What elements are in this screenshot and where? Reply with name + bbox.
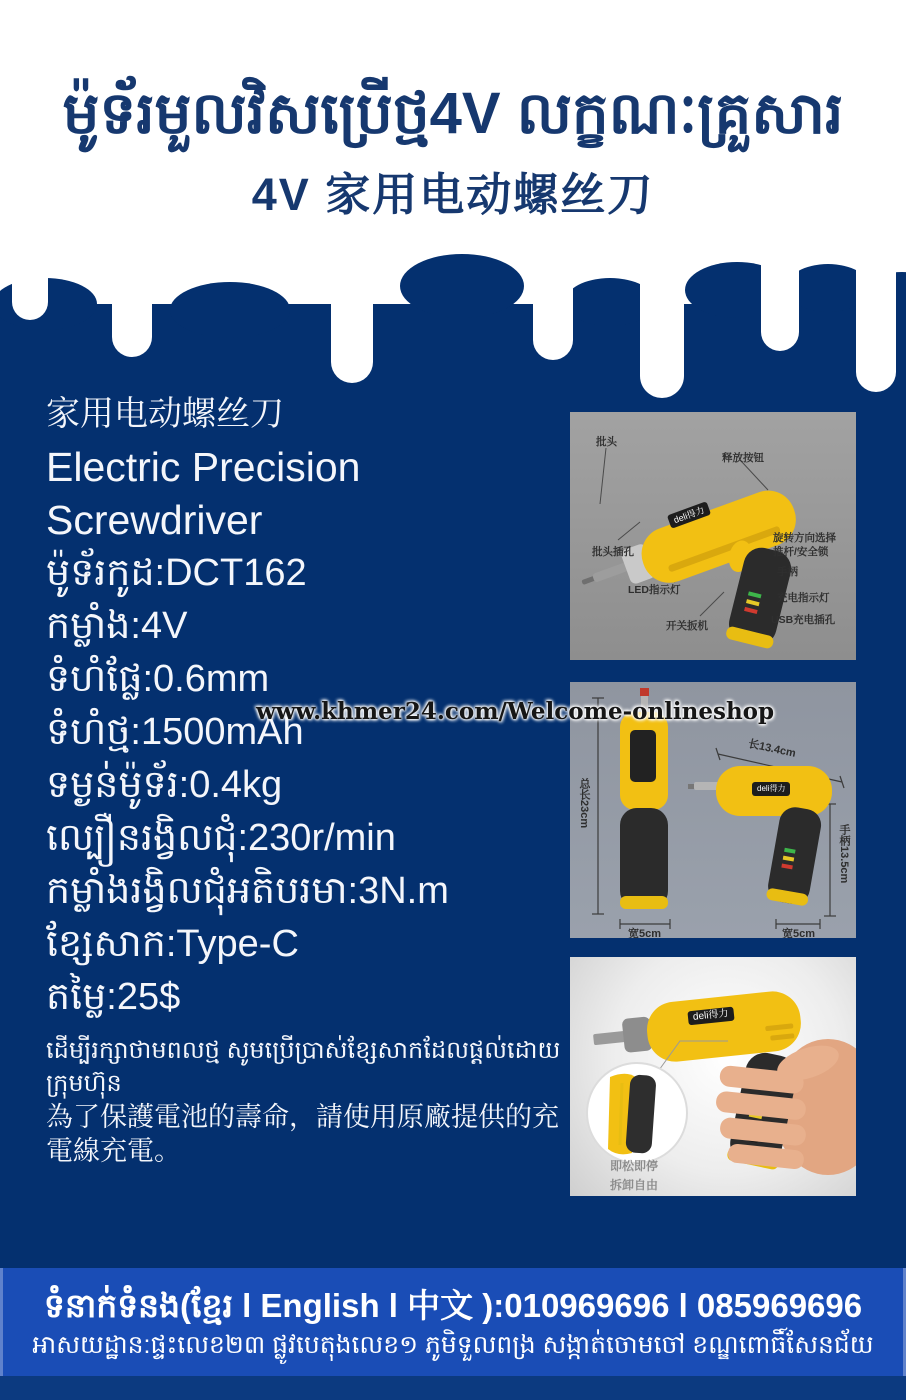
label-release-button: 释放按钮	[722, 452, 764, 464]
spec-speed: ល្បឿនរង្វិលជុំ:230r/min	[46, 817, 396, 859]
spec-cable: ខ្សែសាក:Type-C	[46, 923, 299, 965]
product-image-diagram	[570, 412, 856, 660]
spec-torque: កម្លាំងរង្វិលជុំអតិបរមា:3N.m	[46, 870, 449, 912]
paint-drip-graphic	[0, 252, 906, 398]
grip-caption-line2: 拆卸自由	[610, 1178, 659, 1192]
footer-contact-panel	[0, 1268, 906, 1376]
label-bit: 批头	[596, 436, 617, 448]
spec-model-code: ម៉ូទ័រកូដ:DCT162	[46, 552, 307, 594]
footer-bottom-strip	[0, 1376, 906, 1400]
deli-brand-logo: deli得力	[752, 782, 790, 796]
label-led-indicator: LED指示灯	[628, 584, 681, 596]
battery-note-chinese: 為了保護電池的壽命，請使用原廠提供的充電線充電。	[46, 1102, 559, 1166]
footer-contact-line: ទំនាក់ទំនង(ខ្មែរ l English l 中文 ):010969696 l 085969696	[43, 1287, 863, 1324]
product-image-grip	[570, 957, 856, 1196]
spec-list	[46, 388, 566, 1168]
spec-heading-english: Electric Precision Screwdriver	[46, 444, 361, 543]
spec-price: តម្លៃ:25$	[46, 976, 181, 1018]
footer-address-line: អាសយដ្ឋាន:ផ្ទះលេខ២៣ ផ្លូវបេតុងលេខ១ ភូមិទួលពង្រ សង្កាត់ចោមចៅ ខណ្ឌពោធិ៍សែនជ័យ	[32, 1331, 874, 1359]
deli-brand-logo: deli得力	[687, 1007, 734, 1026]
poster-title-khmer: ម៉ូទ័រមួលវិសប្រើថ្ម4V លក្ខណៈគ្រួសារ	[62, 81, 844, 146]
deli-brand-logo: deli得力	[667, 501, 711, 529]
spec-power: កម្លាំង:4V	[46, 605, 188, 647]
grip-caption-line1: 即松即停	[610, 1159, 659, 1173]
label-trigger: 开关扳机	[666, 620, 708, 632]
spec-weight: ទម្ងន់ម៉ូទ័រ:0.4kg	[46, 764, 283, 806]
spec-battery: ទំហំថ្ម:1500mAh	[46, 711, 304, 753]
khmer24-watermark: www.khmer24.com/Welcome-onlineshop	[256, 698, 775, 725]
label-handle: 手柄	[777, 566, 798, 578]
dimension-width-left: 宽5cm	[628, 928, 662, 938]
label-safety-lock: 推杆/安全锁	[773, 546, 829, 558]
label-charge-indicator: 充电指示灯	[777, 592, 830, 604]
label-bit-socket: 批头插孔	[592, 546, 634, 558]
poster-subtitle-chinese: 4V 家用电动螺丝刀	[251, 169, 655, 220]
dimension-total-length: 总长23cm	[578, 778, 590, 829]
spec-bit-size: ទំហំផ្លែ:0.6mm	[46, 658, 270, 700]
dimension-handle-length: 手柄13.5cm	[838, 824, 850, 884]
label-direction-selector: 旋转方向选择	[773, 532, 836, 544]
dimension-length: 长13.4cm	[747, 738, 797, 760]
spec-heading-chinese: 家用电动螺丝刀	[46, 395, 284, 433]
dimension-width-right: 宽5cm	[782, 928, 816, 938]
label-usb-port: USB充电插孔	[771, 614, 836, 626]
battery-note-khmer: ដើម្បីរក្សាថាមពលថ្ម សូមប្រើប្រាស់ខ្សែសាកដែលផ្តល់ដោយក្រុមហ៊ុន	[46, 1037, 561, 1097]
